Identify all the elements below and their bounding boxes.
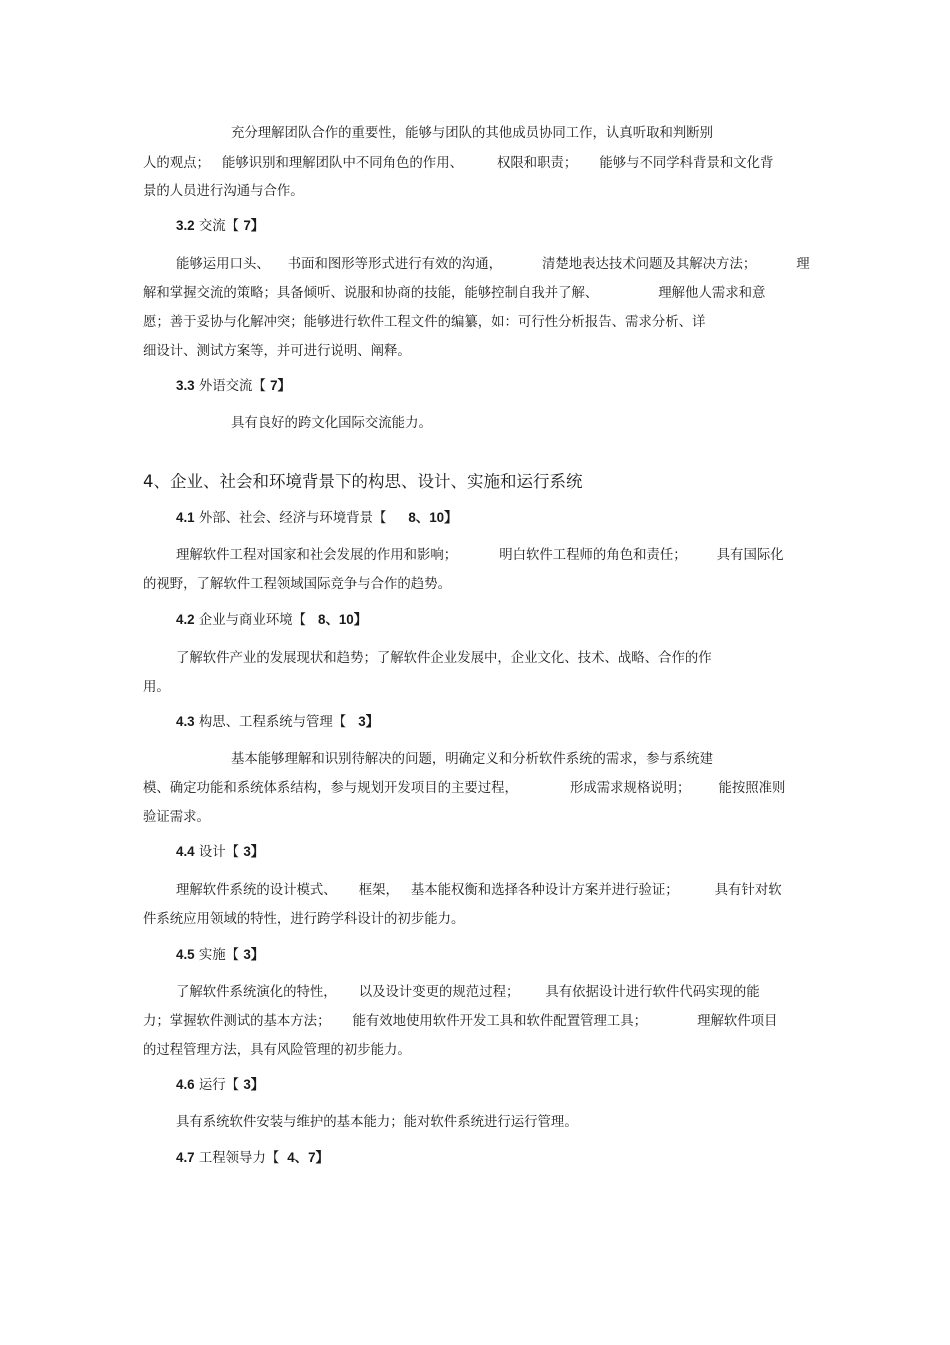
section-title: 实施【 <box>198 948 240 963</box>
section-ref: 8、10】 <box>318 612 368 627</box>
paragraph-line: 景的人员进行沟通与合作。 <box>143 184 304 199</box>
paragraph-line <box>143 285 765 303</box>
subsection-heading-4-5 <box>176 946 264 965</box>
section-number: 4.6 <box>176 1077 195 1092</box>
section-title: 工程领导力【 <box>198 1151 280 1166</box>
text-run: 模、确定功能和系统体系结构，参与规划开发项目的主要过程， <box>143 781 518 796</box>
subsection-heading-4-4 <box>176 843 264 862</box>
section-ref: 3】 <box>243 844 265 859</box>
section-number: 4.3 <box>176 714 195 729</box>
section-ref: 3】 <box>243 947 265 962</box>
subsection-heading-4-3 <box>176 713 379 732</box>
paragraph-line <box>143 780 785 798</box>
paragraph-line: 基本能够理解和识别待解决的问题，明确定义和分析软件系统的需求，参与系统建 <box>231 752 714 767</box>
paragraph-line: 了解软件产业的发展现状和趋势；了解软件企业发展中，企业文化、技术、战略、合作的作 <box>176 651 712 666</box>
paragraph-line <box>176 882 782 900</box>
section-heading-4: 4、企业、社会和环境背景下的构思、设计、实施和运行系统 <box>143 472 583 491</box>
section-number: 4.4 <box>176 844 195 859</box>
section-ref: 4、7】 <box>287 1150 329 1165</box>
paragraph-line <box>176 547 784 565</box>
subsection-heading-4-6 <box>176 1076 264 1095</box>
text-run: 具有针对软 <box>714 883 782 898</box>
subsection-heading-4-1 <box>176 509 457 528</box>
paragraph-line: 充分理解团队合作的重要性，能够与团队的其他成员协同工作，认真听取和判断别 <box>231 126 714 141</box>
subsection-heading-3-2 <box>176 217 264 236</box>
section-title: 外部、社会、经济与环境背景【 <box>198 511 387 526</box>
text-run: 理解软件工程对国家和社会发展的作用和影响； <box>176 548 458 563</box>
section-number: 4.5 <box>176 947 195 962</box>
text-run: 基本能权衡和选择各种设计方案并进行验证； <box>410 883 679 898</box>
section-ref: 3】 <box>358 714 380 729</box>
text-run: 形成需求规格说明； <box>569 781 691 796</box>
paragraph-line: 验证需求。 <box>143 810 210 825</box>
paragraph-line: 的视野，了解软件工程领域国际竞争与合作的趋势。 <box>143 577 451 592</box>
text-run: 理 <box>796 257 810 272</box>
section-ref: 3】 <box>243 1077 265 1092</box>
section-number: 4.7 <box>176 1150 195 1165</box>
section-title: 运行【 <box>198 1078 240 1093</box>
text-run: 框架， <box>358 883 399 898</box>
text-run: 权限和职责； <box>496 156 578 171</box>
paragraph-line <box>143 1013 777 1031</box>
text-run: 理解软件项目 <box>697 1014 778 1029</box>
section-title: 设计【 <box>198 845 240 860</box>
section-ref: 7】 <box>270 378 291 393</box>
paragraph-line: 细设计、测试方案等，并可进行说明、阐释。 <box>143 344 411 359</box>
section-ref: 8、10】 <box>408 510 458 525</box>
paragraph-line: 愿；善于妥协与化解冲突；能够进行软件工程文件的编纂，如：可行性分析报告、需求分析、详 <box>143 315 706 330</box>
section-title: 交流【 <box>198 219 240 234</box>
section-number: 3.2 <box>176 218 195 233</box>
paragraph-line: 具有良好的跨文化国际交流能力。 <box>231 416 432 431</box>
paragraph-line: 具有系统软件安装与维护的基本能力；能对软件系统进行运行管理。 <box>176 1115 578 1130</box>
text-run: 能够与不同学科背景和文化背 <box>599 156 774 171</box>
section-ref: 7】 <box>243 218 265 233</box>
text-run: 理解软件系统的设计模式、 <box>176 883 337 898</box>
text-run: 理解他人需求和意 <box>658 286 766 301</box>
section-title: 企业与商业环境【 <box>198 613 307 628</box>
text-run: 明白软件工程师的角色和责任； <box>499 548 687 563</box>
text-run: 以及设计变更的规范过程； <box>358 985 520 1000</box>
text-run: 能够运用口头、 <box>176 257 270 272</box>
subsection-heading-4-2 <box>176 611 367 630</box>
text-run: 清楚地表达技术问题及其解决方法； <box>541 257 757 272</box>
paragraph-line <box>176 256 810 274</box>
text-run: 具有国际化 <box>716 548 784 563</box>
text-run: 了解软件系统演化的特性， <box>176 985 337 1000</box>
paragraph-line <box>143 155 773 173</box>
paragraph-line: 的过程管理方法，具有风险管理的初步能力。 <box>143 1043 411 1058</box>
text-run: 书面和图形等形式进行有效的沟通， <box>287 257 502 272</box>
text-run: 人的观点； <box>143 156 210 171</box>
text-run: 力；掌握软件测试的基本方法； <box>143 1014 331 1029</box>
text-run: 能按照准则 <box>718 781 786 796</box>
text-run: 能够识别和理解团队中不同角色的作用、 <box>221 156 463 171</box>
text-run: 能有效地使用软件开发工具和软件配置管理工具； <box>352 1014 648 1029</box>
subsection-heading-3-3 <box>176 377 291 396</box>
paragraph-line: 件系统应用领域的特性，进行跨学科设计的初步能力。 <box>143 912 465 927</box>
paragraph-line <box>176 984 760 1002</box>
text-run: 具有依据设计进行软件代码实现的能 <box>545 985 760 1000</box>
text-run: 解和掌握交流的策略；具备倾听、说服和协商的技能，能够控制自我并了解、 <box>143 286 599 301</box>
section-number: 3.3 <box>176 378 195 393</box>
section-title: 外语交流【 <box>198 379 266 394</box>
paragraph-line: 用。 <box>143 680 170 695</box>
section-number: 4.2 <box>176 612 195 627</box>
section-title: 构思、工程系统与管理【 <box>198 715 347 730</box>
section-number: 4.1 <box>176 510 195 525</box>
subsection-heading-4-7 <box>176 1149 329 1168</box>
